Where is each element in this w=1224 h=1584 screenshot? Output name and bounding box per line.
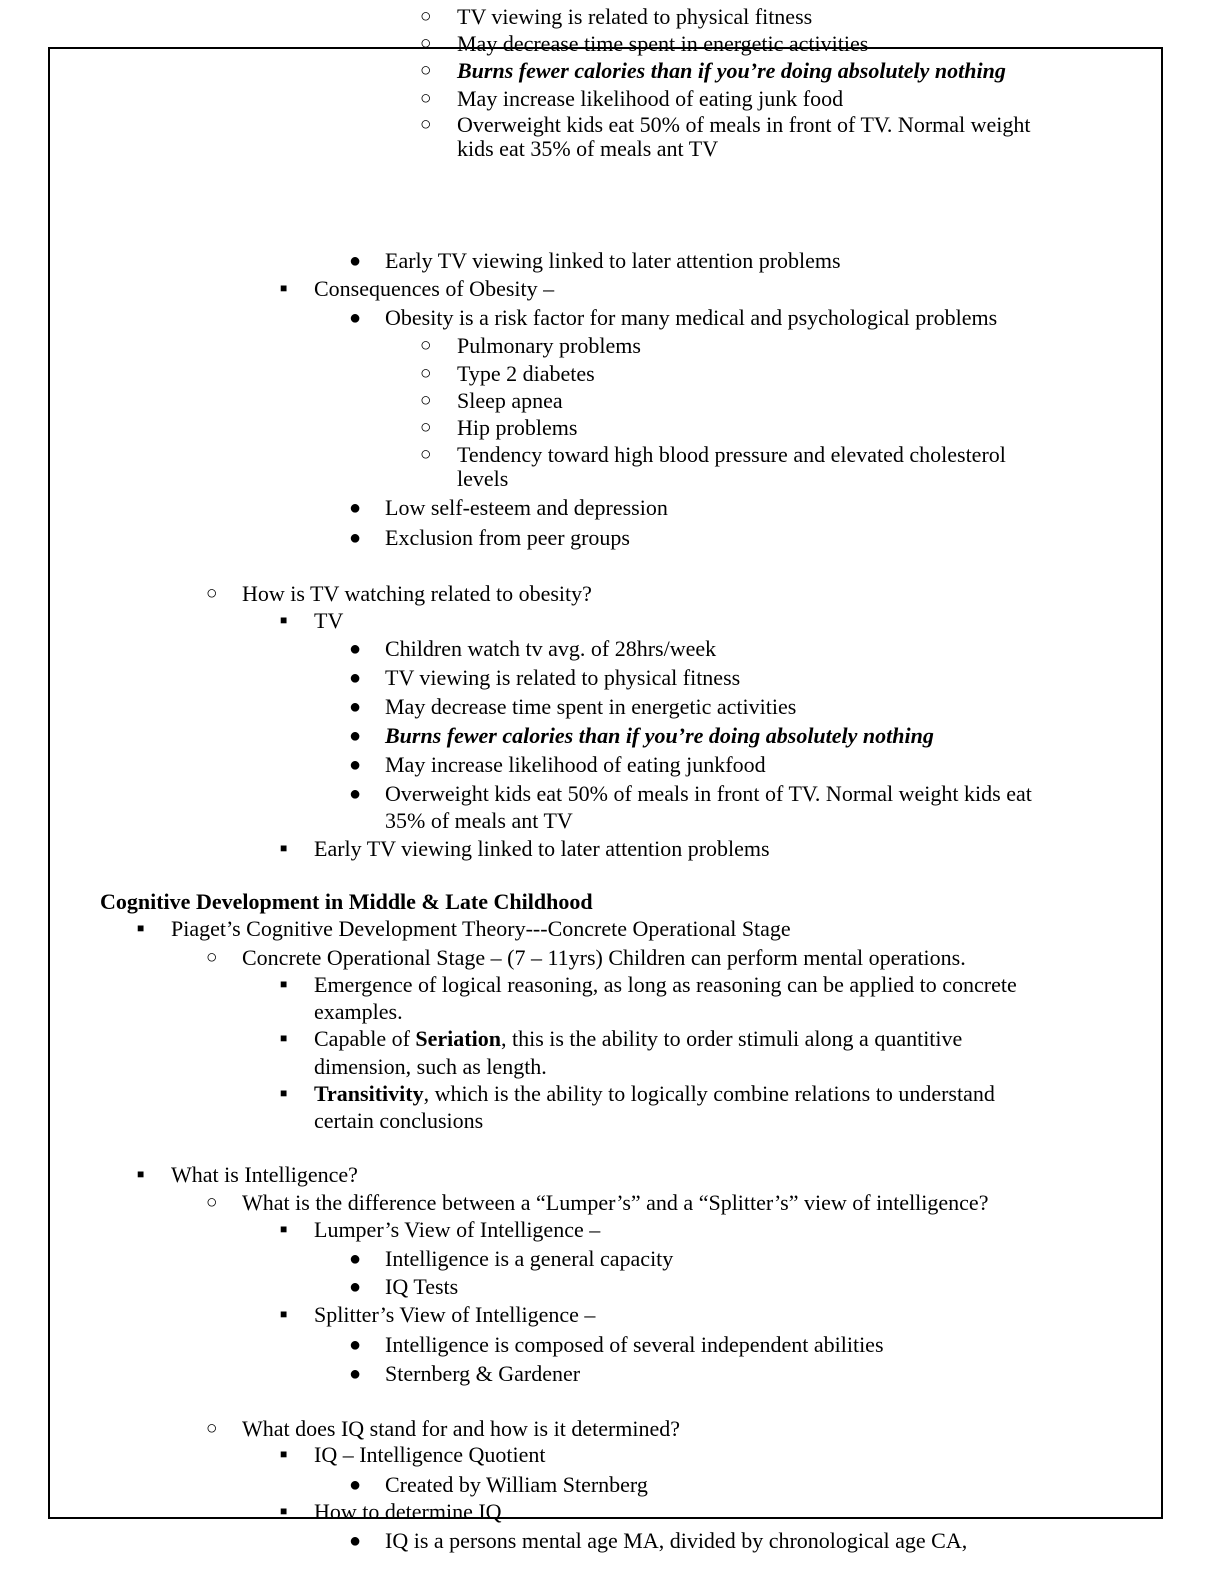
list-item-text: Exclusion from peer groups [385, 525, 630, 550]
list-item-text: Burns fewer calories than if you’re doing absolutely nothing [457, 58, 1006, 83]
list-item-text: Concrete Operational Stage – (7 – 11yrs) Children can perform mental operations. [242, 945, 966, 970]
list-item-text: What is the difference between a “Lumper’s” and a “Splitter’s” view of intelligence? [242, 1190, 989, 1215]
list-item-text: IQ Tests [385, 1274, 459, 1299]
text-run: , which is the ability to logically combine relations to understand [423, 1081, 995, 1106]
list-item-text: IQ – Intelligence Quotient [314, 1442, 546, 1467]
circle-bullet-icon: ○ [206, 947, 218, 968]
square-bullet-icon: ■ [280, 1086, 288, 1100]
dot-bullet-icon: ● [349, 307, 362, 329]
circle-bullet-icon: ○ [420, 417, 432, 438]
list-item-text: Type 2 diabetes [457, 361, 595, 386]
list-item-text [314, 1026, 962, 1052]
section-heading: Cognitive Development in Middle & Late Childhood [100, 889, 593, 914]
square-bullet-icon: ■ [280, 841, 288, 855]
square-bullet-icon: ■ [137, 1167, 145, 1181]
list-item-text: Sleep apnea [457, 388, 563, 413]
circle-bullet-icon: ○ [206, 1418, 218, 1439]
list-item-text: May decrease time spent in energetic activities [457, 31, 869, 56]
list-item-text: Emergence of logical reasoning, as long as reasoning can be applied to concrete [314, 972, 1017, 997]
list-item-text: dimension, such as length. [314, 1054, 547, 1079]
circle-bullet-icon: ○ [206, 1192, 218, 1213]
list-item-text: Pulmonary problems [457, 333, 641, 358]
square-bullet-icon: ■ [280, 1307, 288, 1321]
square-bullet-icon: ■ [280, 1222, 288, 1236]
list-item-text: Early TV viewing linked to later attention problems [314, 836, 770, 861]
dot-bullet-icon: ● [349, 725, 362, 747]
square-bullet-icon: ■ [280, 1031, 288, 1045]
dot-bullet-icon: ● [349, 638, 362, 660]
square-bullet-icon: ■ [280, 1447, 288, 1461]
list-item-text: TV viewing is related to physical fitness [385, 665, 741, 690]
bold-term: Seriation [415, 1026, 501, 1051]
circle-bullet-icon: ○ [420, 363, 432, 384]
list-item-text: How is TV watching related to obesity? [242, 581, 592, 606]
list-item-text: Obesity is a risk factor for many medical and psychological problems [385, 305, 998, 330]
circle-bullet-icon: ○ [420, 390, 432, 411]
list-item-text: Consequences of Obesity – [314, 276, 555, 301]
dot-bullet-icon: ● [349, 696, 362, 718]
list-item-text [314, 1081, 995, 1107]
list-item-text: Intelligence is a general capacity [385, 1246, 674, 1271]
list-item-text: examples. [314, 999, 403, 1024]
list-item-text: May increase likelihood of eating junkfood [385, 752, 766, 777]
dot-bullet-icon: ● [349, 754, 362, 776]
list-item-text: Overweight kids eat 50% of meals in front of TV. Normal weight [457, 112, 1031, 137]
list-item-text: TV viewing is related to physical fitness [457, 4, 813, 29]
list-item-text: Lumper’s View of Intelligence – [314, 1217, 601, 1242]
circle-bullet-icon: ○ [420, 114, 432, 135]
text-run: , this is the ability to order stimuli along a quantitive [500, 1026, 963, 1051]
list-item-text: 35% of meals ant TV [385, 808, 573, 833]
dot-bullet-icon: ● [349, 783, 362, 805]
list-item-text: How to determine IQ [314, 1499, 502, 1524]
list-item-text: Tendency toward high blood pressure and elevated cholesterol [457, 442, 1006, 467]
list-item-text: certain conclusions [314, 1108, 484, 1133]
dot-bullet-icon: ● [349, 1248, 362, 1270]
list-item-text: Intelligence is composed of several independent abilities [385, 1332, 884, 1357]
square-bullet-icon: ■ [280, 1504, 288, 1518]
list-item-text: Splitter’s View of Intelligence – [314, 1302, 596, 1327]
dot-bullet-icon: ● [349, 497, 362, 519]
dot-bullet-icon: ● [349, 667, 362, 689]
square-bullet-icon: ■ [280, 281, 288, 295]
list-item-text: TV [314, 608, 344, 633]
square-bullet-icon: ■ [137, 921, 145, 935]
dot-bullet-icon: ● [349, 1363, 362, 1385]
dot-bullet-icon: ● [349, 1474, 362, 1496]
circle-bullet-icon: ○ [420, 60, 432, 81]
list-item-text: What is Intelligence? [171, 1162, 358, 1187]
text-run: Capable of [314, 1026, 416, 1051]
list-item-text: Overweight kids eat 50% of meals in front of TV. Normal weight kids eat [385, 781, 1032, 806]
dot-bullet-icon: ● [349, 1334, 362, 1356]
list-item-text: Sternberg & Gardener [385, 1361, 581, 1386]
list-item-text: May increase likelihood of eating junk food [457, 86, 844, 111]
list-item-text: kids eat 35% of meals ant TV [457, 136, 719, 161]
circle-bullet-icon: ○ [420, 33, 432, 54]
list-item-text: levels [457, 466, 509, 491]
square-bullet-icon: ■ [280, 613, 288, 627]
list-item-text: Children watch tv avg. of 28hrs/week [385, 636, 717, 661]
list-item-text: Created by William Sternberg [385, 1472, 648, 1497]
list-item-text: Piaget’s Cognitive Development Theory---Concrete Operational Stage [171, 916, 791, 941]
square-bullet-icon: ■ [280, 977, 288, 991]
list-item-text: Hip problems [457, 415, 578, 440]
list-item-text: Early TV viewing linked to later attention problems [385, 248, 841, 273]
dot-bullet-icon: ● [349, 1276, 362, 1298]
dot-bullet-icon: ● [349, 1530, 362, 1552]
list-item-text: What does IQ stand for and how is it determined? [242, 1416, 681, 1441]
list-item-text: IQ is a persons mental age MA, divided by chronological age CA, [385, 1528, 968, 1553]
circle-bullet-icon: ○ [420, 444, 432, 465]
circle-bullet-icon: ○ [206, 583, 218, 604]
list-item-text: Burns fewer calories than if you’re doing absolutely nothing [385, 723, 934, 748]
circle-bullet-icon: ○ [420, 6, 432, 27]
list-item-text: May decrease time spent in energetic activities [385, 694, 797, 719]
bold-term: Transitivity [314, 1081, 424, 1106]
list-item-text: Low self-esteem and depression [385, 495, 668, 520]
dot-bullet-icon: ● [349, 250, 362, 272]
circle-bullet-icon: ○ [420, 335, 432, 356]
circle-bullet-icon: ○ [420, 88, 432, 109]
dot-bullet-icon: ● [349, 527, 362, 549]
